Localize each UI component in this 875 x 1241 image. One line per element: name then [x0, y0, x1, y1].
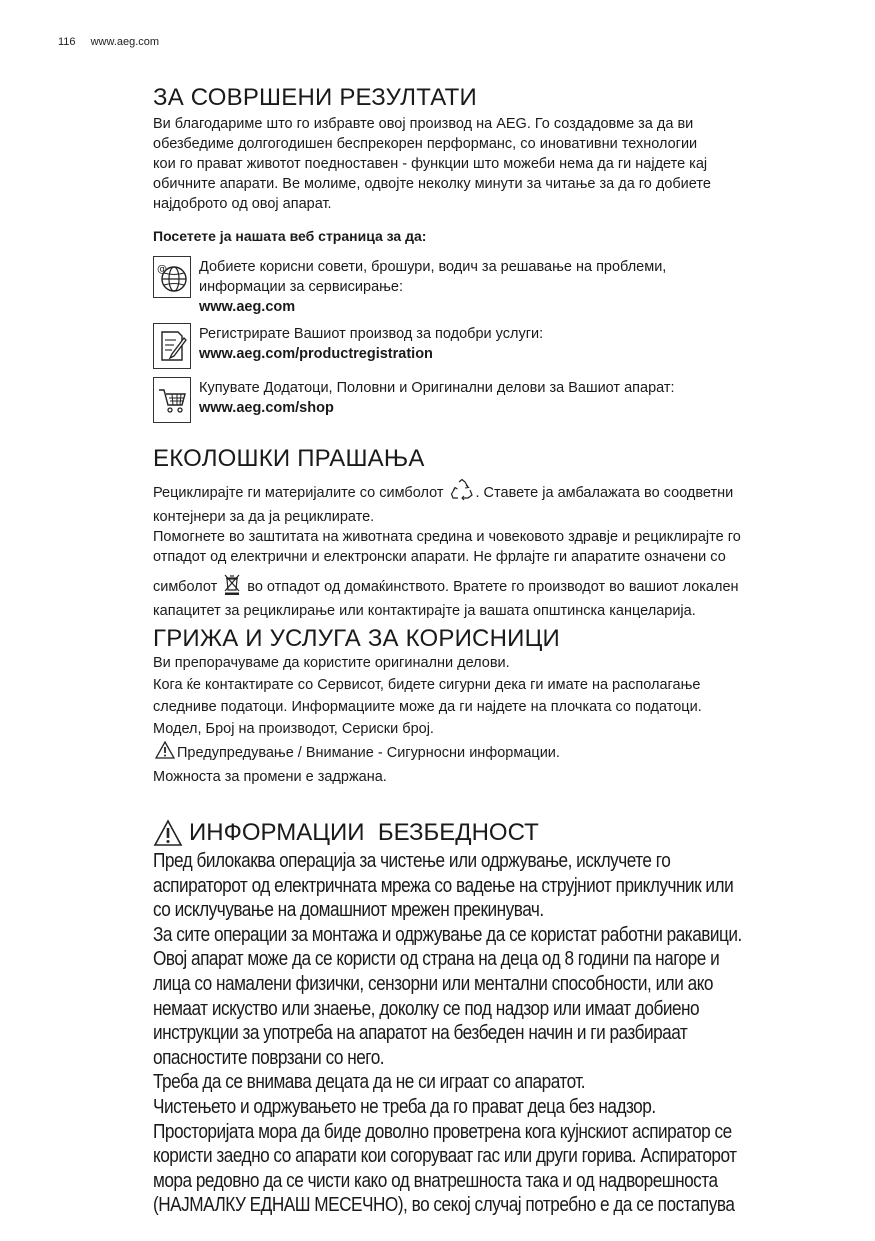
care-line: Ви препорачуваме да користите оригинални делови. [153, 655, 510, 671]
care-line: Кога ќе контактирате со Сервисот, бидете сигурни дека ги имате на располагање [153, 677, 701, 693]
care-line: Модел, Број на производот, Сериски број. [153, 721, 434, 737]
safety-line: Пред билокаква операција за чистење или одржување, исклучете го [153, 849, 671, 872]
page-number: 116 [58, 36, 76, 48]
crossed-bin-icon [223, 573, 241, 601]
safety-line: Треба да се внимава децата да не си играат со апаратот. [153, 1070, 586, 1094]
intro-line: најдоброто од овој апарат. [153, 196, 332, 212]
link-description: Добиете корисни совети, брошури, водич за решавање на проблеми, [199, 259, 667, 275]
link-row-website [153, 256, 833, 317]
safety-line: аспираторот од електричната мрежа со вадење на струјниот приклучник или [153, 873, 734, 897]
globe-icon [153, 256, 191, 298]
link-description: Купувате Додатоци, Половни и Оригинални делови за Вашиот апарат: [199, 380, 675, 396]
visit-label: Посетете ја нашата веб страница за да: [153, 228, 427, 244]
safety-line: опасностите поврзани со него. [153, 1045, 385, 1069]
safety-line: лица со намалени физички, сензорни или ментални способности, или ако [153, 971, 713, 995]
eco-text: Рециклирајте ги материјалите со симболот [153, 485, 444, 501]
shopping-cart-icon [153, 377, 191, 423]
website-url[interactable]: www.aeg.com [199, 299, 296, 315]
eco-title: ЕКОЛОШКИ ПРАШАЊА [153, 445, 425, 472]
safety-line: За сите операции за монтажа и одржување да се користат работни ракавици. [153, 922, 742, 946]
eco-text: симболот [153, 579, 218, 595]
warning-icon [155, 741, 175, 765]
safety-line: (НАЈМАЛКУ ЕДНАШ МЕСЕЧНО), во секој случај потребно е да се постапува [153, 1193, 735, 1217]
safety-line: со исклучување на домашниот мрежен прекинувач. [153, 898, 544, 922]
safety-line: Овој апарат може да се користи од страна на деца од 8 години па нагоре и [153, 947, 720, 971]
eco-line [153, 479, 833, 507]
svg-text:@: @ [157, 264, 167, 275]
intro-line: обезбедиме долгогодишен беспрекорен перформанс, со иновативни технологии [153, 136, 698, 152]
safety-line: инструкции за употреба на апаратот на безбеден начин и ги разбираат [153, 1021, 688, 1045]
safety-line: Чистењето и одржувањето не треба да го прават деца без надзор. [153, 1094, 656, 1118]
eco-text: . Ставете ја амбалажата во соодветни [475, 485, 734, 501]
safety-title: ИНФОРМАЦИИ БЕЗБЕДНОСТ [189, 819, 539, 846]
eco-line: контејнери за да ја рециклирате. [153, 509, 375, 525]
link-description: информации за сервисирање: [199, 279, 404, 295]
eco-line: капацитет за рециклирање или контактирајте ја вашата општинска канцеларија. [153, 603, 696, 619]
eco-line: Помогнете во заштитата на животната средина и човековото здравје и рециклирајте го [153, 529, 741, 545]
warning-icon [153, 819, 183, 847]
intro-line: Ви благодариме што го избравте овој производ на AEG. Го создадовме за да ви [153, 116, 694, 132]
link-row-shop [153, 377, 833, 423]
link-description: Регистрирате Вашиот производ за подобри услуги: [199, 326, 544, 342]
intro-title: ЗА СОВРШЕНИ РЕЗУЛТАТИ [153, 84, 477, 111]
safety-line: немаат искуство или знаење, доколку се под надзор или имаат добиено [153, 996, 700, 1020]
page-content [153, 82, 833, 1218]
page-header [58, 36, 171, 48]
safety-heading [153, 817, 833, 849]
care-line [153, 741, 833, 765]
safety-line: Просторијата мора да биде доволно проветрена кога кујнскиот аспиратор се [153, 1119, 732, 1143]
shop-url[interactable]: www.aeg.com/shop [199, 400, 334, 416]
eco-line: отпадот од електрични и електронски апарати. Не фрлајте ги апаратите означени со [153, 549, 726, 565]
website-link[interactable]: www.aeg.com [90, 36, 160, 48]
eco-text: во отпадот од домаќинството. Вратете го производот во вашиот локален [247, 579, 739, 595]
link-row-registration [153, 323, 833, 369]
care-line: Можноста за промени е задржана. [153, 769, 387, 785]
registration-form-icon [153, 323, 191, 369]
recycle-icon [450, 479, 474, 507]
safety-line: мора редовно да се чисти како од внатрешноста така и од надворешноста [153, 1168, 718, 1192]
care-line: следниве податоци. Информациите може да ги најдете на плочката со податоци. [153, 699, 702, 715]
eco-line [153, 573, 833, 601]
care-title: ГРИЖА И УСЛУГА ЗА КОРИСНИЦИ [153, 625, 560, 652]
registration-url[interactable]: www.aeg.com/productregistration [199, 346, 433, 362]
care-text: Предупредување / Внимание - Сигурносни информации. [177, 745, 560, 761]
intro-line: обичните апарати. Ве молиме, одвојте неколку минути за читање за да го добиете [153, 176, 711, 192]
intro-line: кои го прават животот поедноставен - функции што можеби нема да ги најдете кај [153, 156, 708, 172]
safety-body [153, 849, 833, 1218]
safety-line: користи заедно со апарати кои согоруваат гас или други горива. Аспираторот [153, 1144, 737, 1168]
